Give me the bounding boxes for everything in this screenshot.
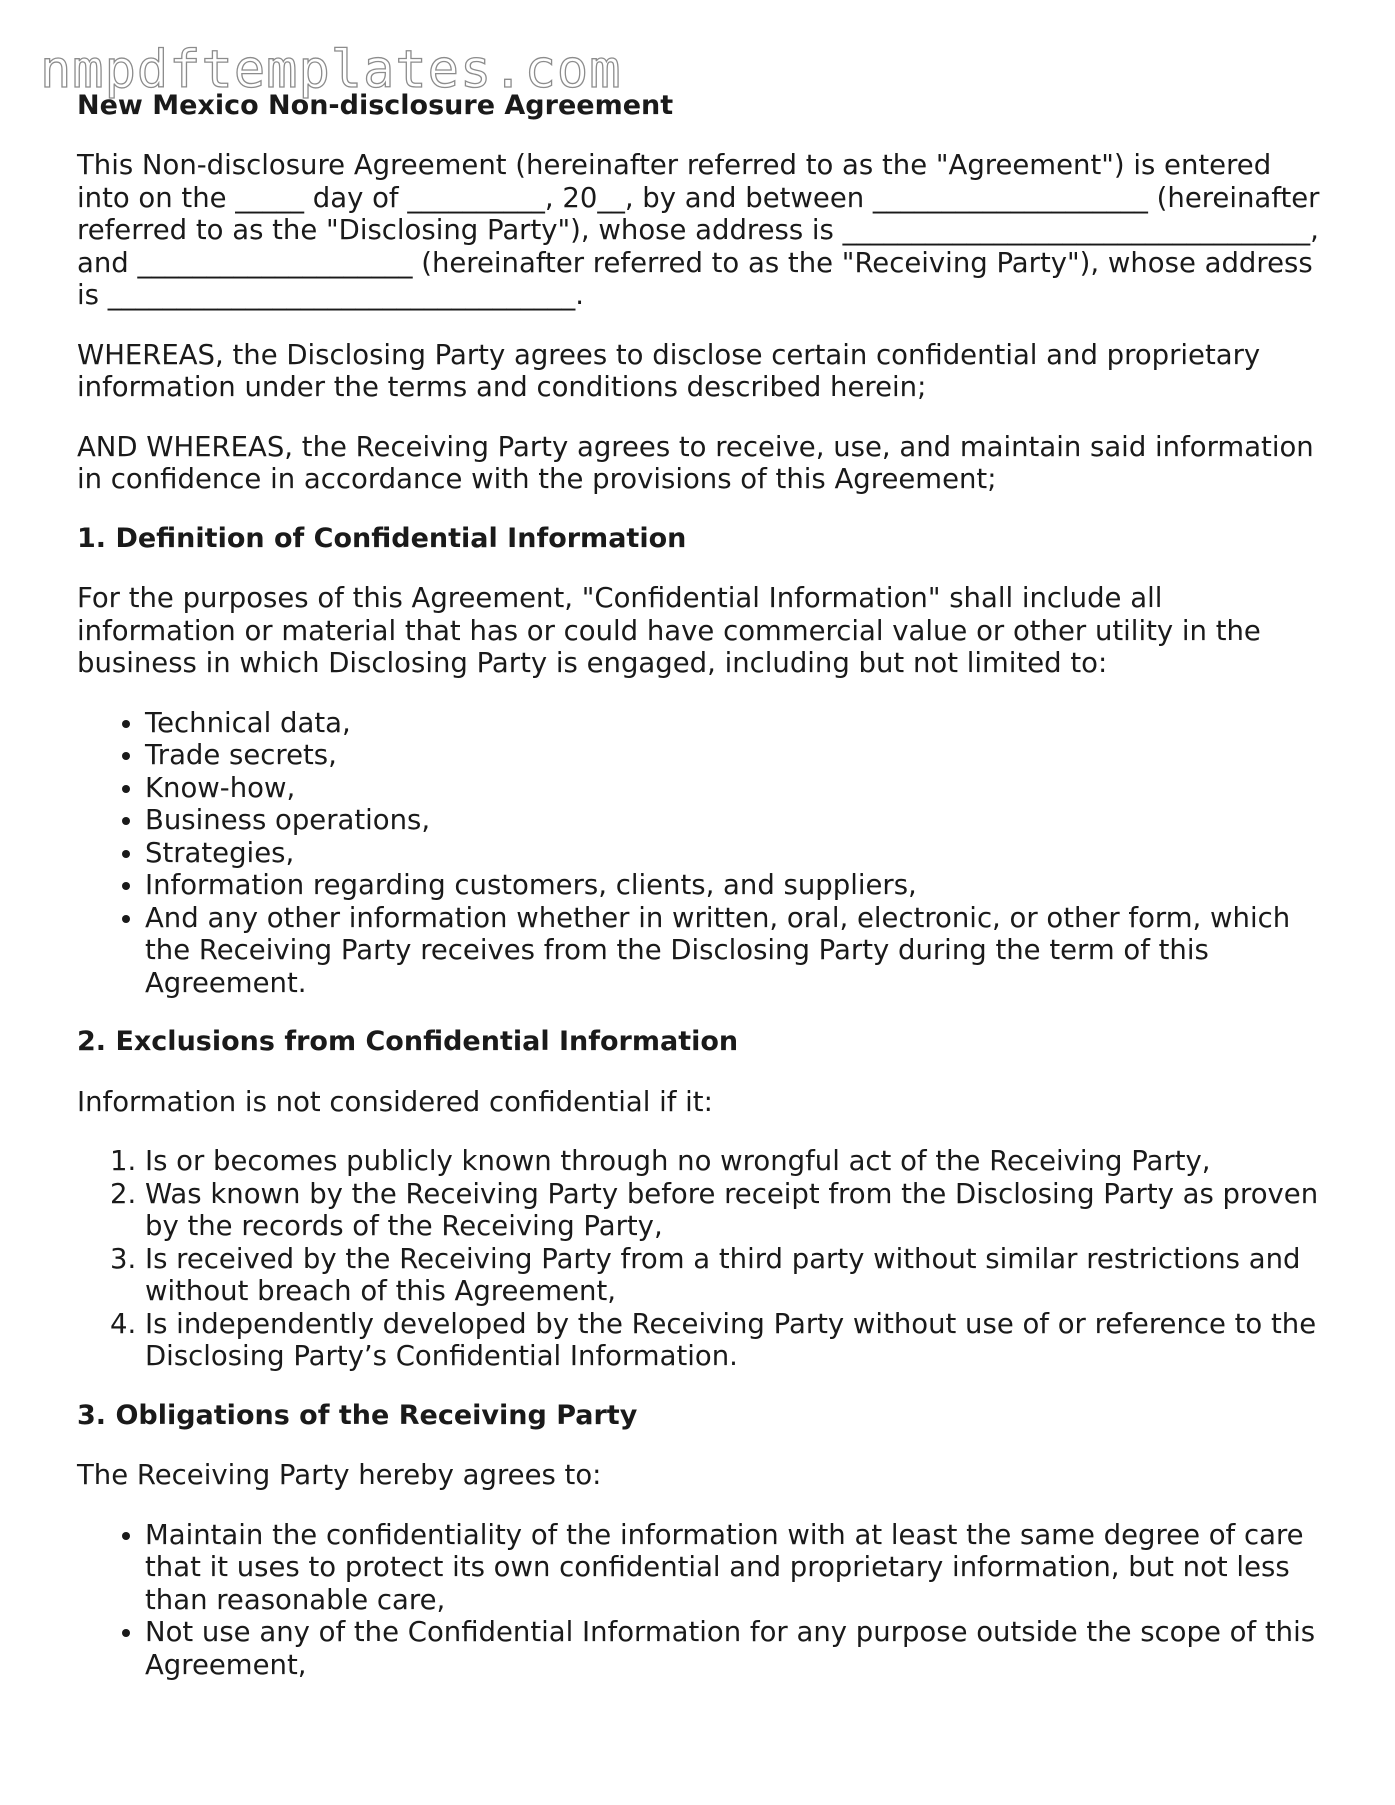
- section-3-text: The Receiving Party hereby agrees to:: [77, 1459, 602, 1491]
- list-item: • Information regarding customers, clients, and suppliers,: [145, 869, 1327, 902]
- section-2-heading: 2. Exclusions from Confidential Information: [77, 1026, 739, 1057]
- section-2-text: Information is not considered confidential if it:: [77, 1085, 713, 1118]
- intro-paragraph: This Non-disclosure Agreement (hereinafter referred to as the "Agreement") is entered into on the _____ day of __________, 20__, by and between ____________________ (hereinafter referred to as the "Disclosing Party"), whose address is __________________________________, and ____________________ (hereinafter referred to as the "Receiving Party"), whose address is __________________________________.: [77, 149, 1320, 311]
- list-item: • Maintain the confidentiality of the information with at least the same degree of care that it uses to protect its own confidential and proprietary information, but not less than reasonable care,: [145, 1519, 1327, 1617]
- list-item: • Not use any of the Confidential Information for any purpose outside the scope of this Agreement,: [145, 1616, 1327, 1681]
- list-item: • Technical data,: [145, 707, 1327, 740]
- watermark: nmpdftemplates.com: [40, 40, 622, 100]
- section-1-text: For the purposes of this Agreement, "Confidential Information" shall include all information or material that has or could have commercial value or other utility in the business in which Disclosing Party is engaged, including but not limited to:: [77, 582, 1261, 679]
- list-item: • Trade secrets,: [145, 739, 1327, 772]
- section-3-heading: 3. Obligations of the Receiving Party: [77, 1399, 638, 1431]
- document-title: New Mexico Non-disclosure Agreement: [77, 90, 674, 121]
- list-item: • Strategies,: [145, 837, 1327, 870]
- section-2-list: [77, 1145, 1327, 1373]
- list-item: 4. Is independently developed by the Receiving Party without use of or reference to the Disclosing Party’s Confidential Information.: [145, 1308, 1327, 1373]
- list-item: • Know-how,: [145, 772, 1327, 805]
- section-1-heading: 1. Definition of Confidential Information: [77, 522, 687, 554]
- list-item: • And any other information whether in written, oral, electronic, or other form, which the Receiving Party receives from the Disclosing Party during the term of this Agreement.: [145, 902, 1327, 1000]
- document-body: [77, 90, 1327, 1708]
- section-3-list: [77, 1519, 1327, 1682]
- list-item: • Business operations,: [145, 804, 1327, 837]
- list-item: 2. Was known by the Receiving Party before receipt from the Disclosing Party as proven by the records of the Receiving Party,: [145, 1178, 1327, 1243]
- whereas-paragraph-2: AND WHEREAS, the Receiving Party agrees to receive, use, and maintain said information in confidence in accordance with the provisions of this Agreement;: [77, 430, 1314, 495]
- list-item: 3. Is received by the Receiving Party from a third party without similar restrictions and without breach of this Agreement,: [145, 1243, 1327, 1308]
- list-item: 1. Is or becomes publicly known through no wrongful act of the Receiving Party,: [145, 1145, 1327, 1178]
- whereas-paragraph-1: WHEREAS, the Disclosing Party agrees to disclose certain confidential and proprietary information under the terms and conditions described herein;: [77, 338, 1261, 403]
- section-1-list: [77, 707, 1327, 1000]
